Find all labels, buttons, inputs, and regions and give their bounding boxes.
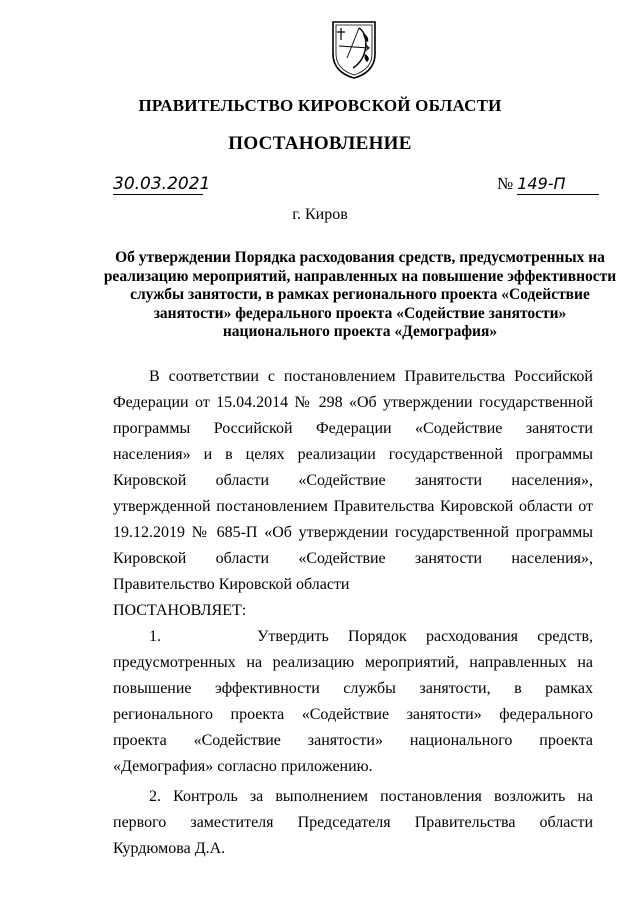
preamble-paragraph: В соответствии с постановлением Правительства Российской Федерации от 15.04.2014 № 298 «Об утверждении государственной программы Российской Федерации «Содействие занятости населения» и в целях реализации государственной программы Кировской области «Содействие занятости населения», утвержденной постановлением Правительства Кировской области от 19.12.2019 № 685-П «Об утверждении государственной программы Кировской области «Содействие занятости населения», Правительство Кировской области [113,368,593,593]
resolution-item-1: 1. Утвердить Порядок расходования средств, предусмотренных на реализацию мероприятий, направленных на повышение эффективности службы занятости, в рамках регионального проекта «Содействие занятости» федерального проекта «Содействие занятости» национального проекта «Демография» согласно приложению. [113,628,593,775]
coat-of-arms-icon [329,18,379,80]
resolution-item-2: 2. Контроль за выполнением постановления возложить на первого заместителя Председателя Правительства области Курдюмова Д.А. [113,788,593,857]
city: г. Киров [292,206,348,223]
document-number [497,174,612,195]
document-body [113,364,593,862]
document-type: ПОСТАНОВЛЕНИЕ [228,133,412,154]
organization-name: ПРАВИТЕЛЬСТВО КИРОВСКОЙ ОБЛАСТИ [138,96,502,115]
resolves-heading: ПОСТАНОВЛЯЕТ: [113,602,247,619]
document-title: Об утверждении Порядка расходования средств, предусмотренных на реализацию мероприятий, направленных на повышение эффективности службы занятости, в рамках регионального проекта «Содействие занятости» федерального проекта «Содействие занятости» национального проекта «Демография» [103,249,617,340]
number-sign: № [497,174,514,193]
document-date: 30.03.2021 [113,174,211,194]
number-value: 149-П [517,174,599,195]
